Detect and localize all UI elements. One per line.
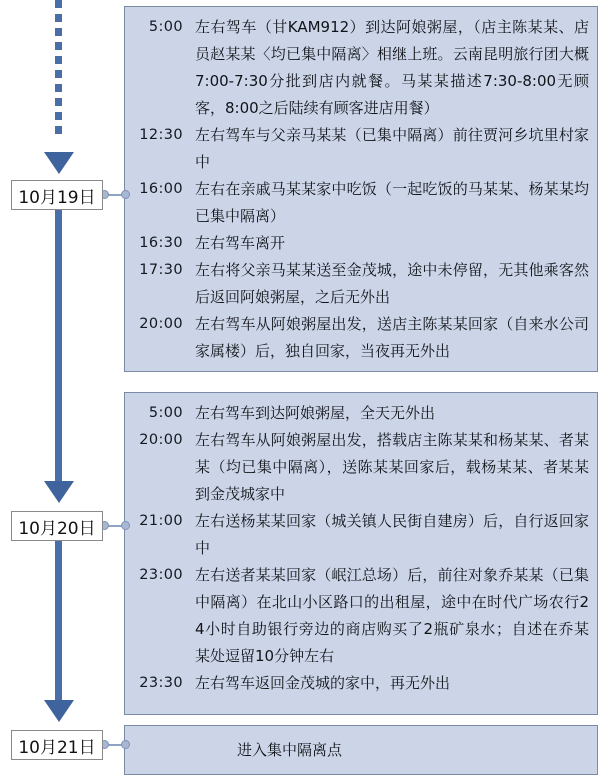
activity-entry	[125, 176, 589, 230]
entry-time: 12:30	[139, 127, 183, 143]
entry-text: 左右驾车与父亲马某某（已集中隔离）前往贾河乡坑里村家中	[195, 126, 589, 171]
activity-entry	[125, 508, 589, 562]
entry-time: 23:30	[139, 675, 183, 691]
entry-text: 左右驾车从阿娘粥屋出发，搭载店主陈某某和杨某某、者某某（均已集中隔离），送陈某某回家后，载杨某某、者某某到金茂城家中	[195, 431, 589, 503]
activity-entry	[125, 230, 589, 257]
connector-oct-19	[100, 190, 130, 200]
connector-oct-20	[100, 521, 130, 531]
timeline-dashed-segment	[55, 0, 62, 140]
entry-text: 左右驾车到达阿娘粥屋，全天无外出	[195, 404, 436, 422]
connector-oct-21	[100, 740, 130, 750]
timeline-date-chip-oct-19[interactable]	[11, 180, 103, 210]
connector-knob-right	[121, 190, 130, 199]
entry-text: 进入集中隔离点	[237, 741, 343, 759]
activity-panel-oct-20	[124, 392, 598, 715]
timeline-arrow-to-oct-20	[44, 481, 74, 503]
timeline-date-chip-oct-21[interactable]	[11, 730, 103, 760]
activity-entry	[125, 311, 589, 365]
timeline-date-chip-oct-20[interactable]	[11, 511, 103, 541]
connector-knob-right	[121, 521, 130, 530]
activity-panel-oct-19	[124, 6, 598, 372]
activity-panel-oct-21	[124, 725, 598, 775]
activity-entry	[125, 562, 589, 670]
entry-text: 左右驾车返回金茂城的家中，再无外出	[195, 674, 451, 692]
entry-time: 16:00	[139, 181, 183, 197]
timeline-date-label: 10月19日	[18, 187, 96, 208]
timeline-spine	[0, 0, 124, 779]
activity-entry	[125, 257, 589, 311]
entry-time: 5:00	[148, 405, 183, 421]
timeline-arrow-to-oct-19	[44, 152, 74, 174]
activity-entry	[125, 122, 589, 176]
activity-entry	[125, 737, 589, 764]
entry-time: 21:00	[139, 513, 183, 529]
entry-text: 左右送者某某回家（岷江总场）后，前往对象乔某某（已集中隔离）在北山小区路口的出租屋，途中在时代广场农行24小时自助银行旁边的商店购买了2瓶矿泉水；自述在乔某某处逗留10分钟左右	[195, 566, 589, 665]
timeline-date-label: 10月20日	[18, 518, 96, 539]
entry-text: 左右驾车离开	[195, 234, 286, 252]
entry-time: 23:00	[139, 567, 183, 583]
entry-text: 左右驾车从阿娘粥屋出发，送店主陈某某回家（自来水公司家属楼）后，独自回家，当夜再无外出	[195, 315, 589, 360]
timeline-segment-oct19-oct20	[55, 210, 62, 481]
timeline-arrow-to-oct-21	[44, 700, 74, 722]
entry-time: 20:00	[139, 432, 183, 448]
activity-entry	[125, 427, 589, 508]
timeline-date-label: 10月21日	[18, 737, 96, 758]
entry-time: 17:30	[139, 262, 183, 278]
panel-body	[125, 7, 597, 372]
entry-text: 左右将父亲马某某送至金茂城，途中未停留，无其他乘客然后返回阿娘粥屋，之后无外出	[195, 261, 589, 306]
timeline-segment-oct20-oct21	[55, 540, 62, 700]
activity-entry	[125, 14, 589, 122]
panel-body	[125, 726, 597, 771]
entry-text: 左右送杨某某回家（城关镇人民街自建房）后，自行返回家中	[195, 512, 589, 557]
connector-knob-right	[121, 740, 130, 749]
activity-entry	[125, 400, 589, 427]
entry-text: 左右在亲戚马某某家中吃饭（一起吃饭的马某某、杨某某均已集中隔离）	[195, 180, 589, 225]
entry-text: 左右驾车（甘KAM912）到达阿娘粥屋，（店主陈某某、店员赵某某〈均已集中隔离〉相继上班。云南昆明旅行团大概7:00-7:30分批到店内就餐。马某某描述7:30-8:00无顾客，8:00之后陆续有顾客进店用餐）	[195, 18, 589, 117]
panel-body	[125, 393, 597, 704]
entry-time: 5:00	[148, 19, 183, 35]
entry-time: 16:30	[139, 235, 183, 251]
entry-time: 20:00	[139, 316, 183, 332]
activity-entry	[125, 670, 589, 697]
